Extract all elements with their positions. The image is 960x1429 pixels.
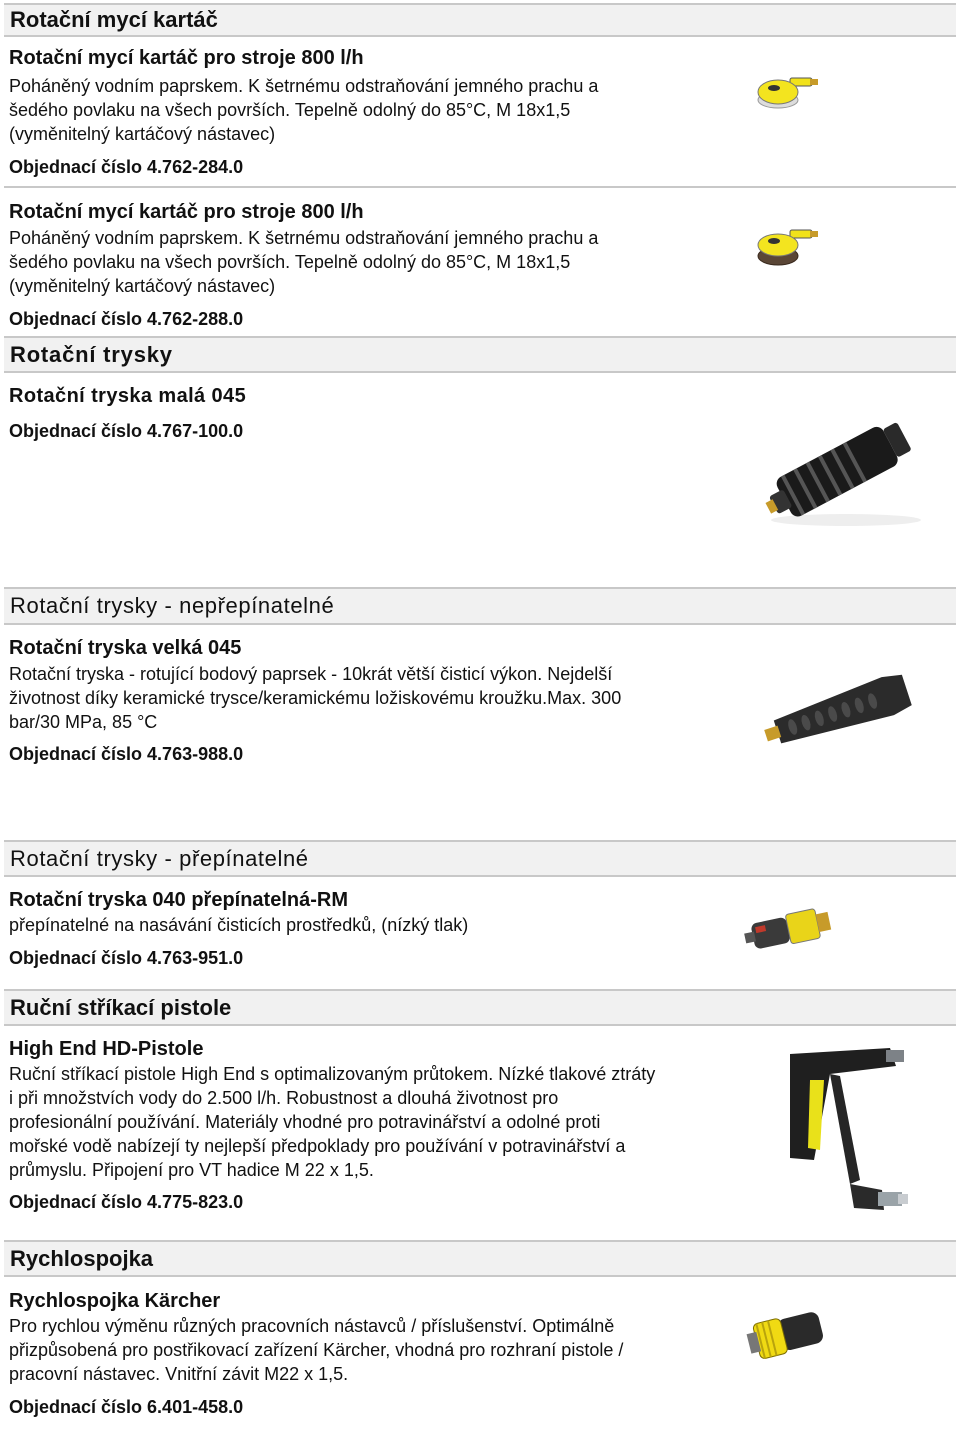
description-line: pracovní nástavec. Vnitřní závit M22 x 1,5. — [9, 1364, 349, 1384]
description-line: Poháněný vodním paprskem. K šetrnému odstraňování jemného prachu a — [9, 228, 599, 248]
order-number: Objednací číslo 4.763-988.0 — [9, 744, 244, 764]
description-line: (vyměnitelný kartáčový nástavec) — [9, 276, 276, 296]
product-description — [9, 1314, 623, 1386]
product-title: Rychlospojka Kärcher — [9, 1290, 221, 1312]
order-number: Objednací číslo 4.762-288.0 — [9, 309, 244, 329]
description-line: šedého povlaku na všech površích. Tepelně odolný do 85°C, M 18x1,5 — [9, 100, 571, 120]
description-line: životnost díky keramické trysce/keramickému ložiskovému kroužku.Max. 300 — [9, 688, 622, 708]
description-line: Rotační tryska - rotující bodový paprsek - 10krát větší čisticí výkon. Nejdelší — [9, 664, 613, 684]
description-line: profesionální používání. Materiály vhodné pro potravinářství a odolné proti — [9, 1112, 601, 1132]
description-line: Ruční stříkací pistole High End s optimalizovaným průtokem. Nízké tlakové ztráty — [9, 1064, 656, 1084]
order-number: Objednací číslo 6.401-458.0 — [9, 1397, 244, 1417]
description-line: přizpůsobená pro postřikovací zařízení Kärcher, vhodná pro rozhraní pistole / — [9, 1340, 624, 1360]
rotary-brush-natural-icon — [752, 222, 822, 272]
description-line: šedého povlaku na všech površích. Tepelně odolný do 85°C, M 18x1,5 — [9, 252, 571, 272]
divider — [4, 186, 956, 188]
description-line: mořské vodě nabízejí ty nejlepší předpoklady pro používání v potravinářství a — [9, 1136, 626, 1156]
section-heading-rotary-brush: Rotační mycí kartáč — [4, 3, 956, 37]
description-line: (vyměnitelný kartáčový nástavec) — [9, 124, 276, 144]
product-description — [9, 74, 598, 146]
product-description — [9, 226, 598, 298]
section-heading-rotary-nozzles: Rotační trysky — [4, 336, 956, 373]
section-heading-rotary-nozzles-switchable: Rotační trysky - přepínatelné — [4, 840, 956, 877]
product-description — [9, 913, 468, 937]
description-line: bar/30 MPa, 85 °C — [9, 712, 158, 732]
rotary-nozzle-small-icon — [756, 405, 936, 530]
section-heading-quick-coupling: Rychlospojka — [4, 1240, 956, 1277]
product-title: Rotační tryska 040 přepínatelná-RM — [9, 889, 348, 911]
order-number: Objednací číslo 4.763-951.0 — [9, 948, 244, 968]
description-line: přepínatelné na nasávání čisticích prostředků, (nízký tlak) — [9, 915, 469, 935]
order-number: Objednací číslo 4.762-284.0 — [9, 157, 244, 177]
product-title: High End HD-Pistole — [9, 1038, 204, 1060]
product-description — [9, 1062, 655, 1182]
product-description — [9, 662, 621, 734]
section-heading-spray-gun: Ruční stříkací pistole — [4, 989, 956, 1026]
product-title: Rotační mycí kartáč pro stroje 800 l/h — [9, 47, 364, 69]
product-title: Rotační tryska malá 045 — [9, 385, 247, 407]
rotary-nozzle-large-icon — [760, 660, 930, 760]
order-number: Objednací číslo 4.767-100.0 — [9, 421, 244, 441]
description-line: Pro rychlou výměnu různých pracovních nástavců / příslušenství. Optimálně — [9, 1316, 615, 1336]
order-number: Objednací číslo 4.775-823.0 — [9, 1192, 244, 1212]
section-heading-rotary-nozzles-fixed: Rotační trysky - nepřepínatelné — [4, 587, 956, 625]
product-title: Rotační tryska velká 045 — [9, 637, 242, 659]
description-line: průmyslu. Připojení pro VT hadice M 22 x 1,5. — [9, 1160, 374, 1180]
product-title: Rotační mycí kartáč pro stroje 800 l/h — [9, 201, 364, 223]
switchable-nozzle-icon — [742, 898, 838, 958]
quick-coupling-icon — [744, 1300, 834, 1370]
rotary-brush-white-icon — [752, 68, 822, 118]
spray-gun-icon — [770, 1040, 920, 1230]
description-line: i při množstvích vody do 2.500 l/h. Robustnost a dlouhá životnost pro — [9, 1088, 559, 1108]
description-line: Poháněný vodním paprskem. K šetrnému odstraňování jemného prachu a — [9, 76, 599, 96]
